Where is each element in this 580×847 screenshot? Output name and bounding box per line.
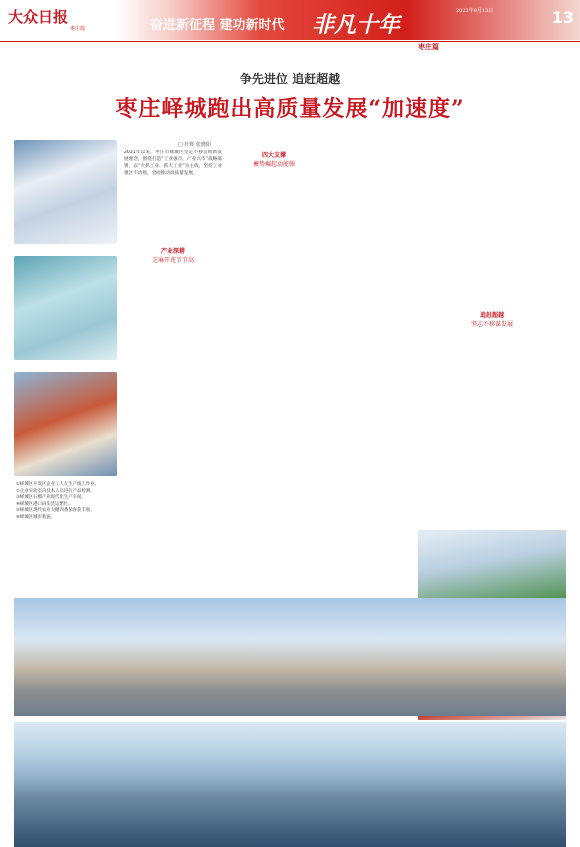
section-sub-3: 坚志不移谋发展: [470, 321, 513, 328]
caption-2: ②企业实验室内技术人员进行产品检测。: [16, 488, 95, 494]
photo-factory-line: [14, 372, 117, 476]
masthead-slogan: 奋进新征程 建功新时代: [150, 18, 285, 33]
caption-3: ③峄城区石榴产业现代化生产车间。: [16, 495, 86, 501]
masthead-decade: 非凡十年: [312, 12, 401, 38]
section-sub-1: 芝麻开花节节高: [151, 257, 194, 264]
caption-1: ①峄城区开发区企业工人在生产线上作业。: [16, 482, 99, 487]
masthead-date: 2022年9月13日: [456, 8, 494, 14]
section-head-3: 追赶超越: [479, 312, 504, 319]
section-sub-2: 蓄势崛起动能强: [252, 161, 295, 168]
caption-6: ⑥峄城区城市新貌。: [16, 514, 56, 520]
masthead-edition-logo: 枣庄篇: [70, 26, 86, 32]
article-body-intro: 2021年以来，枣庄市峄城区坚定不移贯彻新发展理念，围绕打造“工业强市、产业兴市”战略部署，以“大抓工业、抓大工业”为主线，坚持工业强区不动摇，全面推动高质量发展。: [124, 150, 222, 176]
photo-lab-workers: [14, 140, 117, 244]
article-title: 枣庄峄城跑出高质量发展“加速度”: [115, 96, 465, 122]
photo-laboratory: [14, 256, 117, 360]
header-rule: [0, 41, 580, 42]
masthead-logo: 大众日报: [8, 8, 69, 26]
masthead-banner: [0, 0, 580, 40]
photo-city-panorama: [14, 722, 566, 847]
section-head-2: 四大支撑: [261, 152, 286, 159]
photo-port-cranes: [14, 598, 566, 716]
caption-5: ⑤峄城区现代农业大棚内番茄喜获丰收。: [16, 508, 95, 514]
article-kicker: 争先进位 追赶超越: [239, 72, 341, 86]
section-head-1: 产业深耕: [160, 248, 185, 255]
article-byline: □ 杜辉 张晓阳: [178, 142, 211, 148]
photo-captions: [16, 482, 116, 522]
caption-4: ④峄城区港口码头货运繁忙。: [16, 501, 73, 507]
section-label: 枣庄篇: [418, 43, 439, 51]
page-number: 13: [551, 8, 574, 27]
